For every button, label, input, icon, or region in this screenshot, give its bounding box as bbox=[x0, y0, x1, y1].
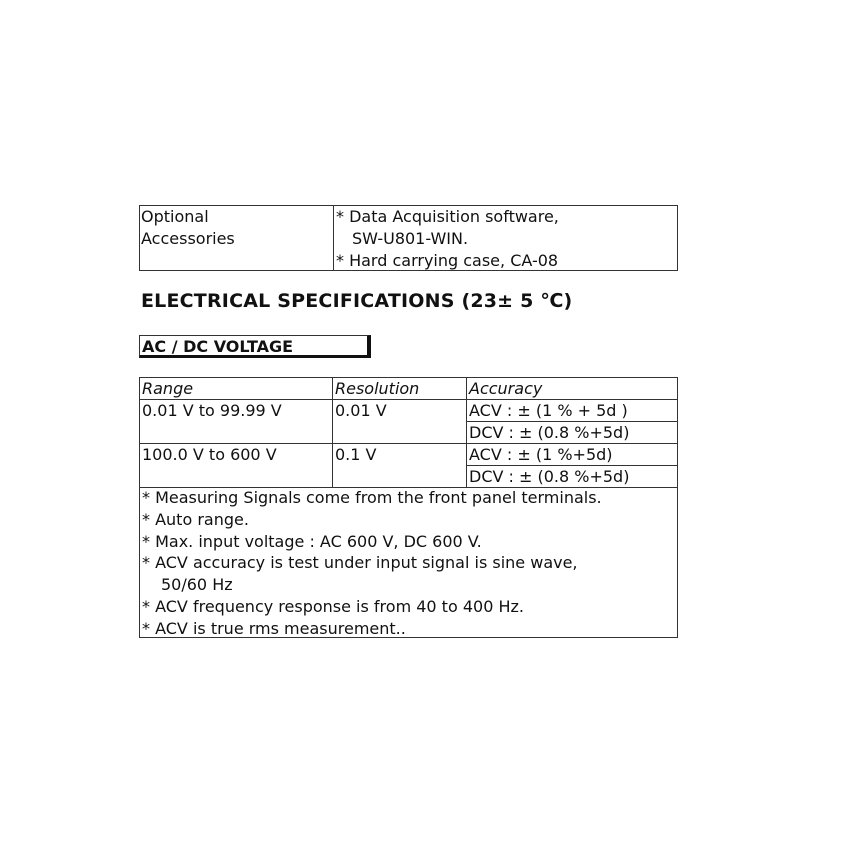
header-range: Range bbox=[142, 379, 194, 398]
row1-accuracy-dcv: DCV : ± (0.8 %+5d) bbox=[469, 423, 630, 442]
row1-resolution: 0.01 V bbox=[335, 401, 387, 420]
row1-range: 0.01 V to 99.99 V bbox=[142, 401, 282, 420]
note-item: * Max. input voltage : AC 600 V, DC 600 V. bbox=[142, 531, 482, 551]
subsection-title: AC / DC VOLTAGE bbox=[142, 337, 294, 356]
note-item: * ACV is true rms measurement.. bbox=[142, 618, 406, 638]
accessories-label-line2: Accessories bbox=[141, 229, 235, 248]
note-item: * Measuring Signals come from the front panel terminals. bbox=[142, 488, 602, 507]
row2-accuracy-acv: ACV : ± (1 %+5d) bbox=[469, 445, 613, 464]
row1-accuracy-acv: ACV : ± (1 % + 5d ) bbox=[469, 401, 628, 420]
header-accuracy: Accuracy bbox=[469, 379, 543, 398]
voltage-table bbox=[139, 377, 678, 638]
accessories-label bbox=[141, 206, 235, 250]
accessories-table bbox=[139, 205, 678, 271]
notes bbox=[142, 487, 602, 640]
column-divider bbox=[332, 378, 333, 487]
accessory-item: * Data Acquisition software, bbox=[336, 207, 559, 226]
note-item: 50/60 Hz bbox=[161, 575, 233, 595]
accessories-divider bbox=[333, 206, 334, 270]
accessories-label-line1: Optional bbox=[141, 207, 209, 226]
accessory-item: * Hard carrying case, CA-08 bbox=[336, 251, 559, 270]
accessory-item: SW-U801-WIN. bbox=[352, 229, 469, 248]
column-divider bbox=[466, 378, 467, 487]
subsection-title-box bbox=[139, 335, 371, 358]
row2-accuracy-dcv: DCV : ± (0.8 %+5d) bbox=[469, 467, 630, 486]
row2-resolution: 0.1 V bbox=[335, 445, 377, 464]
header-resolution: Resolution bbox=[335, 379, 420, 398]
note-item: * ACV frequency response is from 40 to 400 Hz. bbox=[142, 596, 524, 616]
accessories-items bbox=[336, 206, 559, 272]
note-item: * ACV accuracy is test under input signal is sine wave, bbox=[142, 553, 578, 573]
section-heading: ELECTRICAL SPECIFICATIONS (23± 5 ℃) bbox=[141, 290, 573, 312]
row2-range: 100.0 V to 600 V bbox=[142, 445, 277, 464]
note-item: * Auto range. bbox=[142, 509, 249, 529]
